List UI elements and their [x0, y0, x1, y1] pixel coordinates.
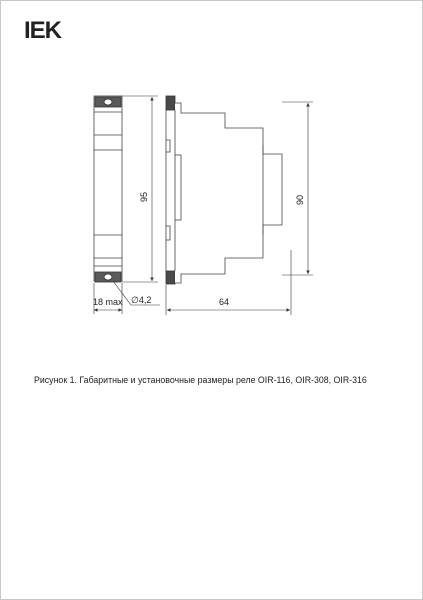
dim-label-95: 95	[139, 191, 149, 202]
dim-label-90: 90	[295, 194, 305, 205]
dim-label-hole: ∅4,2	[131, 295, 152, 305]
side-view	[166, 96, 282, 284]
iek-logo: IEK	[24, 17, 62, 44]
figure-caption: Рисунок 1. Габаритные и установочные размеры реле OIR-116, OIR-308, OIR-316	[34, 375, 367, 385]
dim-label-18max: 18 max	[93, 297, 123, 307]
front-view	[94, 96, 122, 282]
dim-line-95	[122, 96, 158, 282]
dim-line-90	[282, 102, 313, 275]
dim-label-64: 64	[219, 297, 230, 307]
